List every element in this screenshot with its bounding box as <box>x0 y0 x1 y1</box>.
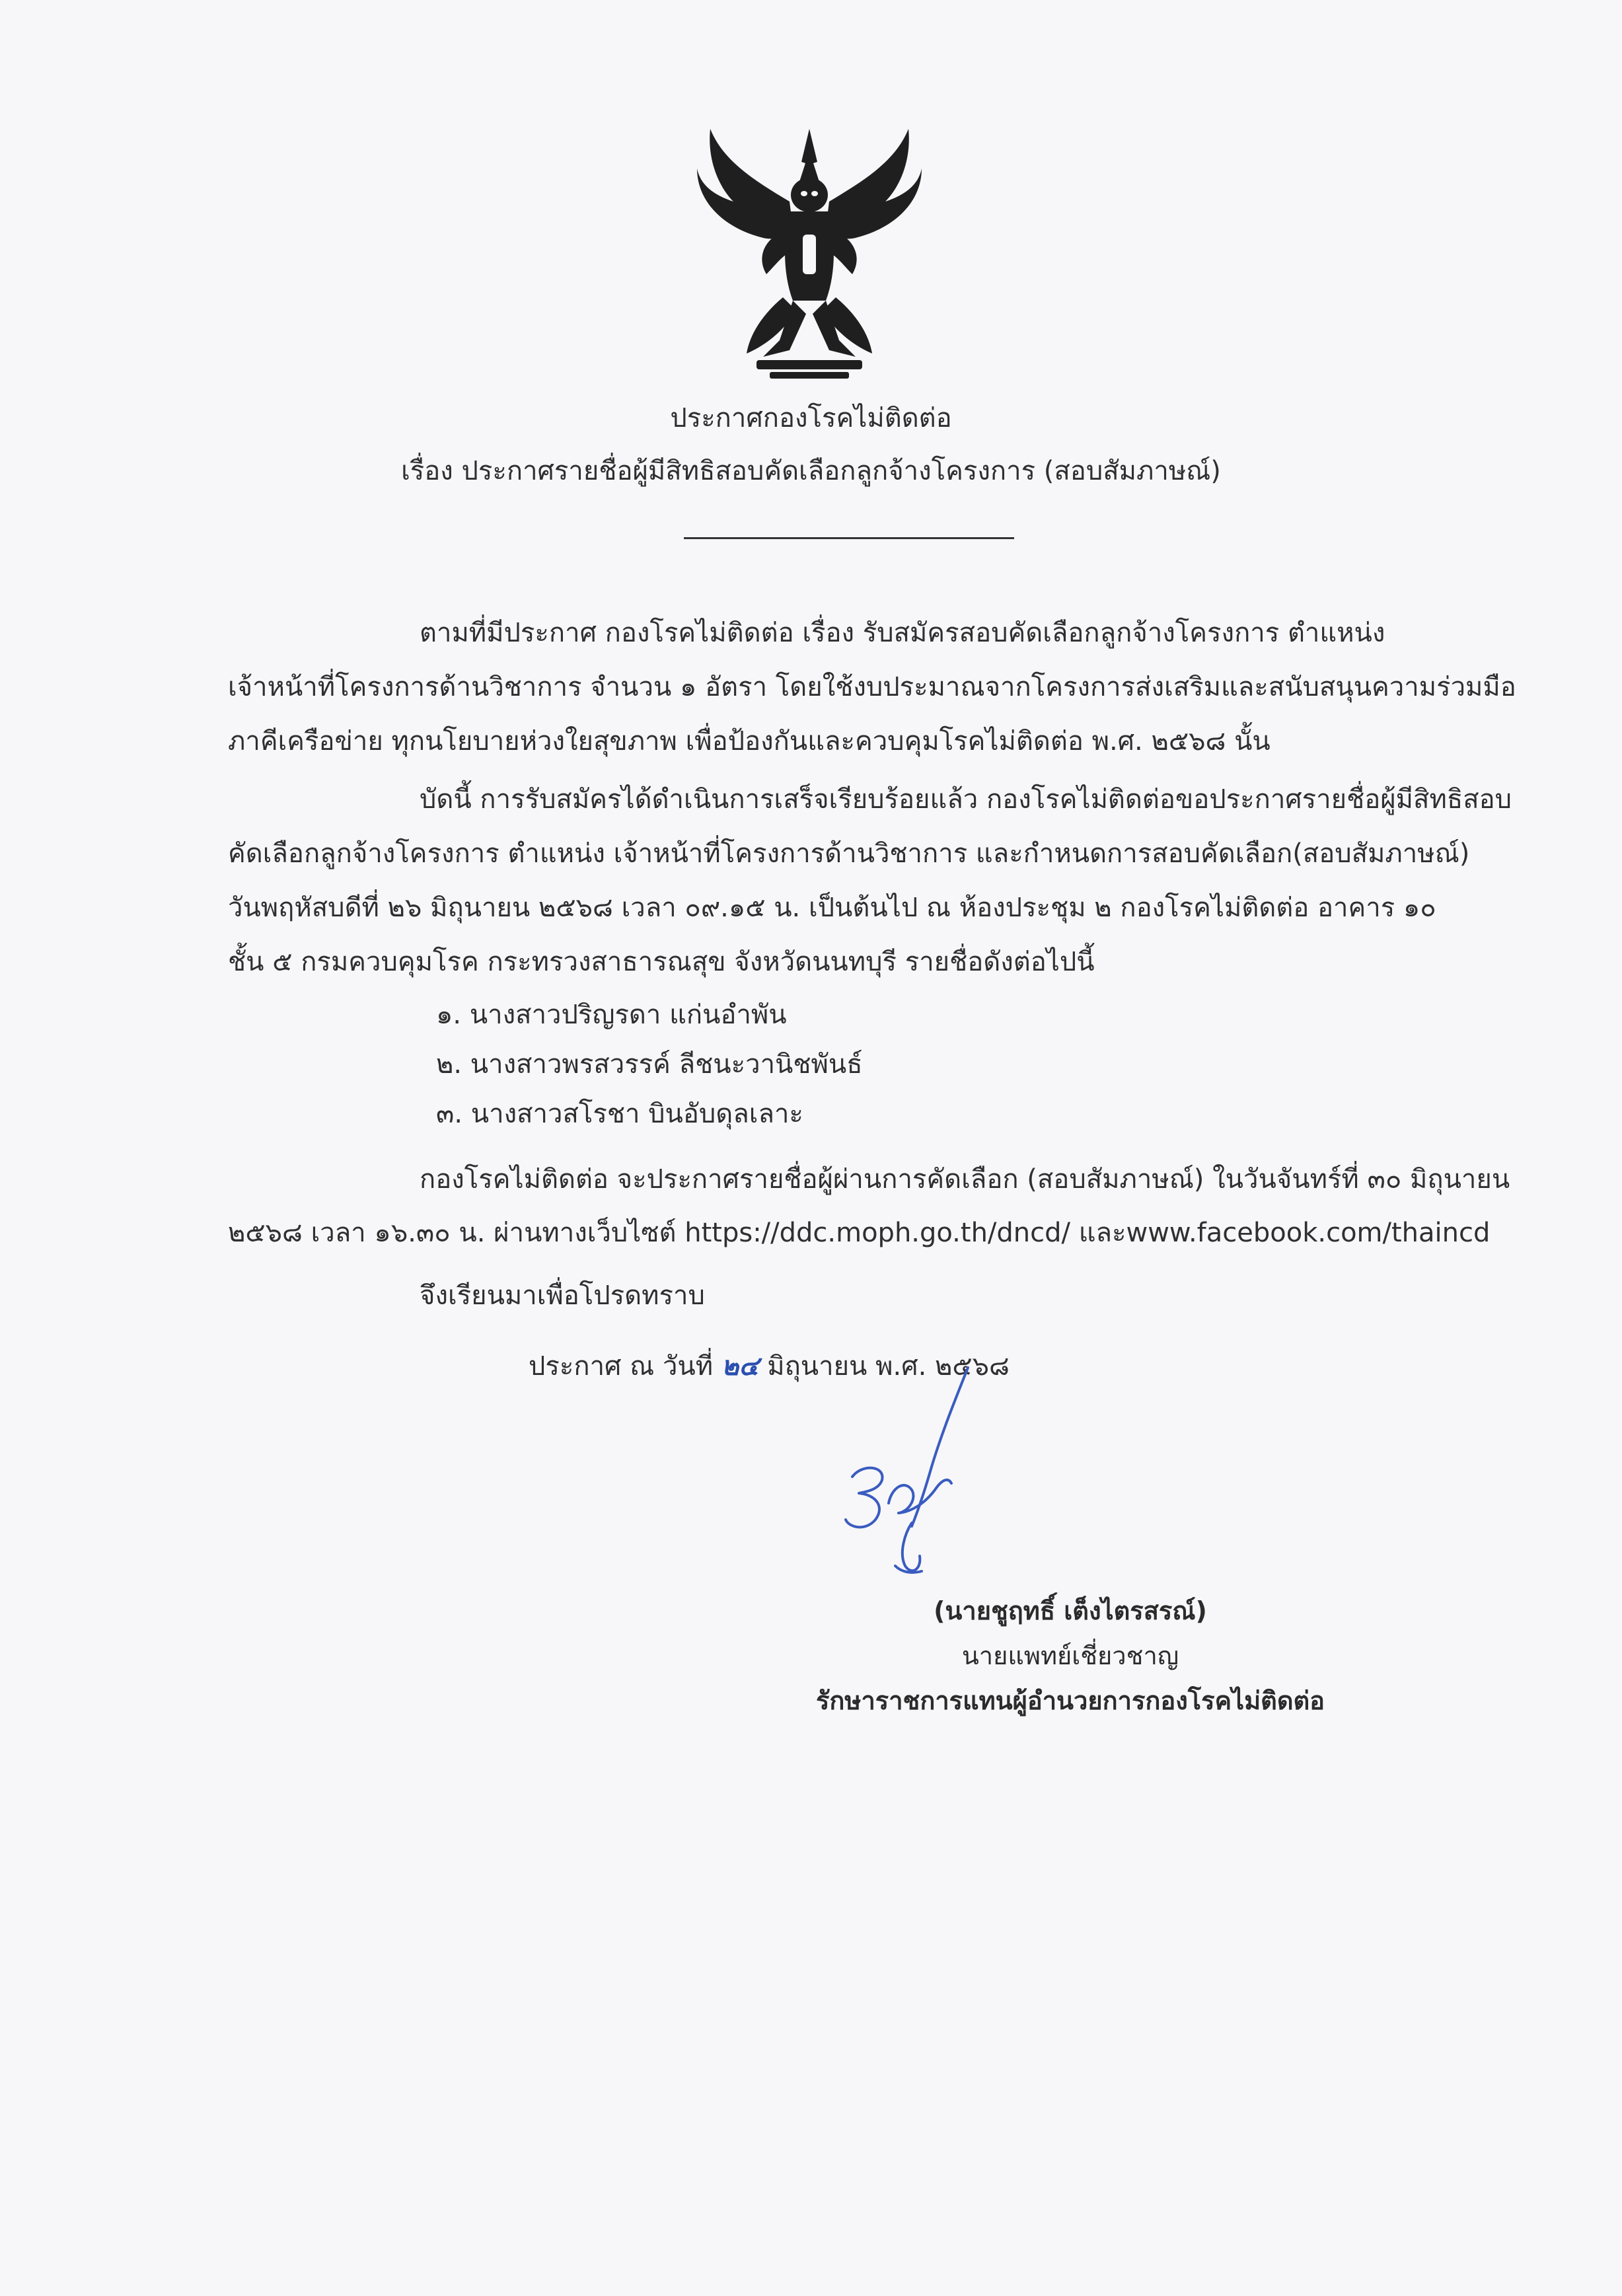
signatory-name: (นายชูฤทธิ์ เต็งไตรสรณ์) <box>934 1596 1207 1625</box>
para3-line-1: กองโรคไม่ติดต่อ จะประกาศรายชื่อผู้ผ่านการคัดเลือก (สอบสัมภาษณ์) ในวันจันทร์ที่ ๓๐ มิถุนายน <box>420 1164 1510 1195</box>
title-divider <box>684 537 1014 539</box>
candidate-2: ๒. นางสาวพรสวรรค์ ลีชนะวานิชพันธ์ <box>436 1049 863 1080</box>
candidate-3: ๓. นางสาวสโรชา บินอับดุลเลาะ <box>436 1099 803 1129</box>
para2-line-4: ชั้น ๕ กรมควบคุมโรค กระทรวงสาธารณสุข จังหวัดนนทบุรี รายชื่อดังต่อไปนี้ <box>228 947 1095 977</box>
para1-line-2: เจ้าหน้าที่โครงการด้านวิชาการ จำนวน ๑ อัตรา โดยใช้งบประมาณจากโครงการส่งเสริมและสนับสนุนความร่วมมือ <box>228 672 1516 702</box>
para1-line-3: ภาคีเครือข่าย ทุกนโยบายห่วงใยสุขภาพ เพื่อป้องกันและควบคุมโรคไม่ติดต่อ พ.ศ. ๒๕๖๘ นั้น <box>228 726 1271 757</box>
para1-line-1: ตามที่มีประกาศ กองโรคไม่ติดต่อ เรื่อง รับสมัครสอบคัดเลือกลูกจ้างโครงการ ตำแหน่ง <box>420 618 1385 648</box>
garuda-emblem-icon <box>684 122 935 387</box>
announcement-subject: เรื่อง ประกาศรายชื่อผู้มีสิทธิสอบคัดเลือกลูกจ้างโครงการ (สอบสัมภาษณ์) <box>401 456 1221 486</box>
date-suffix: มิถุนายน พ.ศ. ๒๕๖๘ <box>767 1351 1010 1382</box>
announcement-title: ประกาศกองโรคไม่ติดต่อ <box>670 403 952 433</box>
date-prefix: ประกาศ ณ วันที่ <box>529 1351 714 1382</box>
para3-line-2: ๒๕๖๘ เวลา ๑๖.๓๐ น. ผ่านทางเว็บไซต์ https://ddc.moph.go.th/dncd/ และwww.facebook.com/thaincd <box>228 1218 1491 1248</box>
para2-line-3: วันพฤหัสบดีที่ ๒๖ มิถุนายน ๒๕๖๘ เวลา ๐๙.๑๕ น. เป็นต้นไป ณ ห้องประชุม ๒ กองโรคไม่ติดต่อ อาคาร ๑๐ <box>228 893 1436 923</box>
signatory-position: นายแพทย์เชี่ยวชาญ <box>961 1641 1179 1670</box>
para2-line-2: คัดเลือกลูกจ้างโครงการ ตำแหน่ง เจ้าหน้าที่โครงการด้านวิชาการ และกำหนดการสอบคัดเลือก(สอบสัมภาษณ์) <box>228 838 1470 869</box>
handwritten-signature-icon <box>813 1354 1031 1625</box>
para2-line-1: บัดนี้ การรับสมัครได้ดำเนินการเสร็จเรียบร้อยแล้ว กองโรคไม่ติดต่อขอประกาศรายชื่อผู้มีสิทธิสอบ <box>420 784 1512 815</box>
closing-line: จึงเรียนมาเพื่อโปรดทราบ <box>420 1280 705 1311</box>
candidate-1: ๑. นางสาวปริญรดา แก่นอำพัน <box>436 1000 787 1030</box>
signatory-acting-title: รักษาราชการแทนผู้อำนวยการกองโรคไม่ติดต่อ <box>815 1686 1325 1715</box>
date-day-handwritten: ๒๔ <box>721 1351 759 1382</box>
